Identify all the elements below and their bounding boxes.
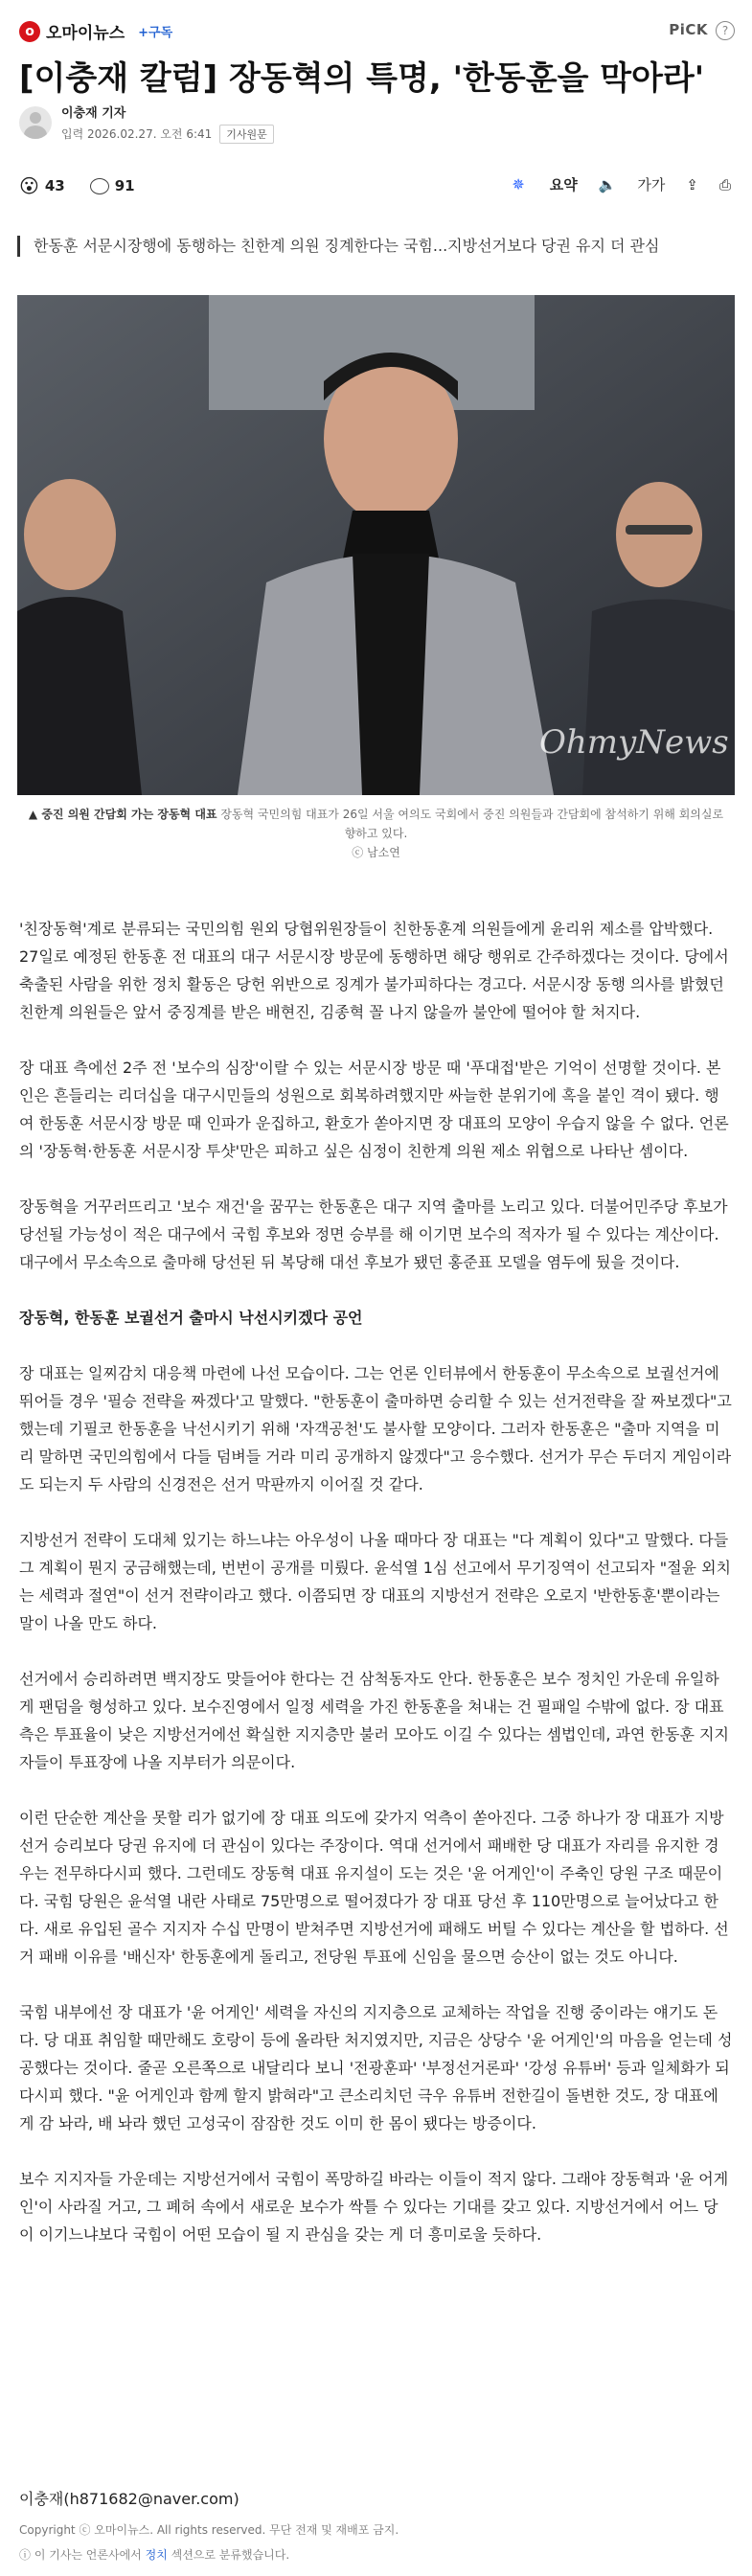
photo-watermark: OhmyNews xyxy=(539,723,729,762)
byline xyxy=(19,103,274,142)
publish-date: 입력 2026.02.27. 오전 6:41 xyxy=(61,127,213,141)
comment-count: 91 xyxy=(114,177,135,194)
body-paragraph: 장동혁을 거꾸러뜨리고 '보수 재건'을 꿈꾸는 한동훈은 대구 지역 출마를 노리고 있다. 더불어민주당 후보가 당선될 가능성이 적은 대구에서 국힘 후보와 정면 승부를 해 이기면 보수의 적자가 될 수 있다는 계산이다. 대구에서 무소속으로 출마해 당선된 뒤 복당해 대선 후보가 됐던 홍준표 모델을 염두에 뒀을 것이다. xyxy=(19,1197,728,1271)
press-name: 오마이뉴스 xyxy=(46,24,125,43)
photo-illustration xyxy=(17,295,735,795)
reporter-email[interactable]: 이충재(h871682@naver.com) xyxy=(19,2490,239,2508)
body-paragraph: 지방선거 전략이 도대체 있기는 하느냐는 아우성이 나올 때마다 장 대표는 "다 계획이 있다"고 말했다. 다들 그 계획이 뭔지 궁금해했는데, 번번이 공개를 미뤘다. 윤석열 1심 선고에서 무기징역이 선고되자 "절윤 외치는 세력과 절연"이 선거 전략이라고 했다. 이쯤되면 장 대표의 지방선거 전략은 오로지 '반한동훈'뿐이라는 말이 나올 만도 하다. xyxy=(19,1531,731,1632)
print-icon[interactable]: ⎙ xyxy=(718,175,731,194)
press-logo[interactable] xyxy=(19,19,172,43)
article-photo[interactable] xyxy=(17,295,735,795)
body-paragraph: '친장동혁'계로 분류되는 국민의힘 원외 당협위원장들이 친한동훈계 의원들에게 윤리위 제소를 압박했다. 27일로 예정된 한동훈 전 대표의 대구 서문시장 방문에 동행하면 해당 행위로 간주하겠다는 것이다. 당에서 축출된 사람을 위한 정치 활동은 당헌 위반으로 징계가 불가피하다는 경고다. 서문시장 동행 의사를 밝혔던 친한계 의원들은 앞서 중징계를 받은 배현진, 김종혁 꼴 나지 않을까 불안에 떨어야 할 처지다. xyxy=(19,920,729,1021)
body-paragraph: 장 대표는 일찌감치 대응책 마련에 나선 모습이다. 그는 언론 인터뷰에서 한동훈이 무소속으로 보궐선거에 뛰어들 경우 '필승 전략을 짜겠다'고 말했다. "한동훈이 출마하면 승리할 수 있는 선거전략을 잘 짜보겠다"고 했는데 기필코 한동훈을 낙선시키기 위해 '자객공천'도 불사할 모양이다. 그러자 한동훈은 "출마 지역을 미리 말하면 국민의힘에서 다들 덤벼들 거라 미리 공개하지 않겠다"고 응수했다. 선거가 무슨 두더지 게임이라도 되는지 두 사람의 신경전은 선거 막판까지 이어질 것 같다. xyxy=(19,1364,732,1493)
reaction-count: 43 xyxy=(44,177,65,194)
article-lead: 한동훈 서문시장행에 동행하는 친한계 의원 징계한다는 국힘...지방선거보다 당권 유지 더 관심 xyxy=(17,236,742,257)
reaction-emoji-icon[interactable]: 😮 xyxy=(19,174,39,197)
body-paragraph: 선거에서 승리하려면 백지장도 맞들어야 한다는 건 삼척동자도 안다. 한동훈은 보수 정치인 가운데 유일하게 팬덤을 형성하고 있다. 보수진영에서 일정 세력을 가진 한동훈을 쳐내는 건 필패일 수밖에 없다. 장 대표 측은 투표율이 낮은 지방선거에선 확실한 지지층만 불러 모아도 이길 수 있다는 셈법인데, 과연 한동훈 지지자들이 투표장에 나올 지부터가 의문이다. xyxy=(19,1670,729,1771)
reporter-avatar[interactable] xyxy=(19,106,52,139)
body-paragraph: 보수 지지자들 가운데는 지방선거에서 국힘이 폭망하길 바라는 이들이 적지 않다. 그래야 장동혁과 '윤 어게인'이 사라질 거고, 그 폐허 속에서 새로운 보수가 싹틀 수 있다는 기대를 갖고 있다. 지방선거에서 어느 당이 이기느냐보다 국힘이 어떤 모습이 될 지 관심을 갖는 게 더 흥미로울 듯하다. xyxy=(19,2170,729,2244)
section-suffix: 섹션으로 분류했습니다. xyxy=(171,2548,290,2562)
section-prefix: ⓘ 이 기사는 언론사에서 xyxy=(19,2548,142,2562)
caption-text: 장동혁 국민의힘 대표가 26일 서울 여의도 국회에서 중진 의원들과 간담회에 참석하기 위해 회의실로 향하고 있다. xyxy=(220,808,724,840)
top-bar xyxy=(0,0,752,56)
article-body xyxy=(19,915,733,2276)
body-subheading: 장동혁, 한동훈 보궐선거 출마시 낙선시키겠다 공언 xyxy=(19,1309,363,1327)
body-paragraph: 국힘 내부에선 장 대표가 '윤 어게인' 세력을 자신의 지지층으로 교체하는 작업을 진행 중이라는 얘기도 돈다. 당 대표 취임할 때만해도 호랑이 등에 올라탄 처지였지만, 지금은 상당수 '윤 어게인'의 마음을 얻는데 성공했다는 것이다. 줄곧 오른쪽으로 내달리다 보니 '전광훈파' '부정선거론파' '강성 유튜버' 등과 일체화가 되다시피 했다. "윤 어게인과 함께 할지 밝혀라"고 큰소리치던 극우 유튜버 전한길이 돌변한 것도, 장 대표에게 감 놔라, 배 놔라 했던 고성국이 잠잠한 것도 이미 한 몸이 됐다는 방증이다. xyxy=(19,2003,733,2132)
reporter-name[interactable]: 이충재 기자 xyxy=(61,105,126,121)
share-icon[interactable]: ⇪ xyxy=(686,175,698,194)
body-paragraph: 장 대표 측에선 2주 전 '보수의 심장'이랄 수 있는 서문시장 방문 때 '푸대접'받은 기억이 선명할 것이다. 본인은 흔들리는 리더십을 대구시민들의 성원으로 회복하려했지만 싸늘한 분위기에 혹을 붙인 격이 됐다. 행여 한동훈 서문시장 방문 때 인파가 운집하고, 환호가 쏟아지면 장 대표의 모양이 우습지 않을 수 없다. 언론의 '장동혁·한동훈 서문시장 투샷'만은 피하고 싶은 심정이 친한계 의원 제소 위협으로 나타난 셈이다. xyxy=(19,1059,729,1160)
ohmynews-logo-icon: o xyxy=(19,21,40,42)
body-paragraph: 이런 단순한 계산을 못할 리가 없기에 장 대표 의도에 갖가지 억측이 쏟아진다. 그중 하나가 장 대표가 지방선거 승리보다 당권 유지에 더 관심이 있다는 주장이다. 역대 선거에서 패배한 당 대표가 자리를 유지한 경우는 전무하다시피 했다. 그런데도 장동혁 대표 유지설이 도는 것은 '윤 어게인'이 주축인 당원 구조 때문이다. 국힘 당원은 윤석열 내란 사태로 75만명으로 떨어졌다가 장 대표 당선 후 110만명으로 늘어났다고 한다. 새로 유입된 골수 지지자 수십 만명이 받쳐주면 지방선거에 패해도 버틸 수 있다는 계산을 할 법하다. 선거 패배 이유를 '배신자' 한동훈에게 돌리고, 전당원 투표에 신임을 물으면 승산이 없는 것도 아니다. xyxy=(19,1809,729,1966)
original-article-button[interactable]: 기사원문 xyxy=(219,125,274,144)
section-link[interactable]: 정치 xyxy=(145,2548,168,2562)
article-tools xyxy=(469,174,731,194)
article-title: [이충재 칼럼] 장동혁의 특명, '한동훈을 막아라' xyxy=(19,59,705,98)
photo-credit: ⓒ 남소연 xyxy=(352,846,400,859)
text-size-button[interactable]: 가가 xyxy=(637,176,666,194)
action-bar xyxy=(0,172,752,207)
section-notice xyxy=(19,2546,289,2563)
copyright-notice: Copyright ⓒ 오마이뉴스. All rights reserved. 무단 전재 및 재배포 금지. xyxy=(19,2523,399,2537)
sparkle-icon: ✵ xyxy=(512,175,525,194)
subscribe-button[interactable]: +구독 xyxy=(138,26,173,40)
summary-button[interactable] xyxy=(490,174,577,194)
comment-icon[interactable] xyxy=(90,178,109,194)
photo-caption xyxy=(23,805,729,862)
reactions xyxy=(19,174,160,197)
caption-heading: ▲ 중진 의원 간담회 가는 장동혁 대표 xyxy=(28,808,217,821)
speaker-icon[interactable]: 🔈 xyxy=(598,175,617,194)
pick-label[interactable]: PiCK xyxy=(669,21,708,38)
help-icon[interactable]: ? xyxy=(716,21,735,40)
dateline xyxy=(61,125,274,144)
summary-label: 요약 xyxy=(549,176,578,194)
